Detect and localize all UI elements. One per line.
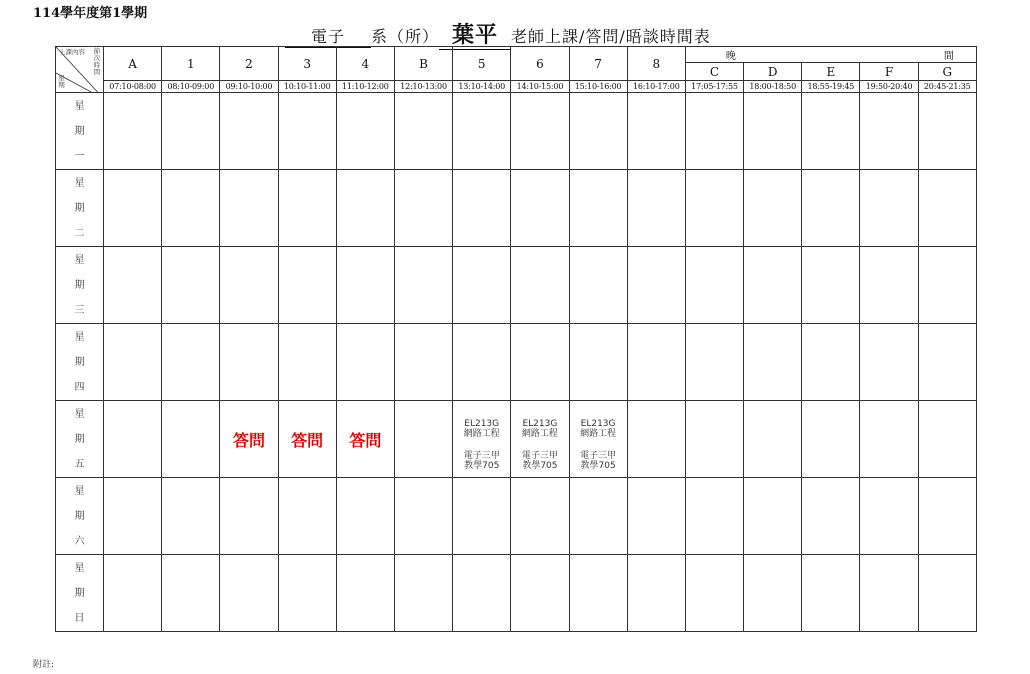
corner-period-label: 節次時間 [93,47,101,76]
day-row [56,170,977,247]
timetable [55,46,977,632]
day-row [56,93,977,170]
schedule-cell [394,478,452,555]
period-header: 1 [162,47,220,81]
course-room: 教學705 [464,460,500,471]
schedule-cell [394,247,452,324]
schedule-cell [860,324,918,401]
day-label-char: 星 [74,254,85,266]
schedule-cell [104,93,162,170]
day-label-char: 二 [74,227,85,239]
schedule-cell [860,401,918,478]
schedule-cell [802,478,860,555]
schedule-cell [569,555,627,632]
period-time: 19:50-20:40 [860,81,918,93]
day-row [56,555,977,632]
schedule-cell [627,93,685,170]
department-name: 電子 [285,24,371,48]
schedule-cell [569,401,627,478]
schedule-cell [627,478,685,555]
schedule-cell [278,555,336,632]
period-header: A [104,47,162,81]
schedule-cell [802,324,860,401]
course-code: EL213G [522,418,558,429]
night-header [685,47,976,63]
schedule-cell [627,555,685,632]
course-code: EL213G [580,418,616,429]
office-hours-label: 答問 [349,430,382,450]
course-name: 網路工程 [521,428,558,439]
period-header: 4 [336,47,394,81]
day-label-char: 三 [74,304,85,316]
schedule-cell [569,170,627,247]
course-class: 電子三甲 [580,450,617,461]
schedule-cell [336,93,394,170]
schedule-cell [569,247,627,324]
schedule-cell [685,324,743,401]
schedule-cell [918,401,976,478]
schedule-cell [220,555,278,632]
period-header: C [685,63,743,81]
day-label-char: 期 [74,433,85,445]
schedule-cell [162,478,220,555]
schedule-cell [162,170,220,247]
day-label-char: 五 [74,458,85,470]
corner-day-label: 星期 [58,74,65,89]
night-label-left: 晚 [725,51,736,62]
schedule-cell [278,170,336,247]
period-time: 09:10-10:00 [220,81,278,93]
schedule-cell [220,247,278,324]
schedule-cell [802,93,860,170]
schedule-cell [627,247,685,324]
day-label-char: 六 [74,535,85,547]
schedule-cell [104,247,162,324]
period-header: 2 [220,47,278,81]
day-label [56,247,104,324]
schedule-cell [453,324,511,401]
period-header: D [744,63,802,81]
day-label-char: 一 [74,150,85,162]
schedule-cell [918,170,976,247]
schedule-cell [802,401,860,478]
schedule-cell [744,401,802,478]
schedule-cell [162,324,220,401]
day-label-char: 日 [74,612,85,624]
night-label-right: 間 [943,51,954,62]
schedule-cell [336,478,394,555]
schedule-cell [511,555,569,632]
schedule-cell [278,478,336,555]
day-label [56,93,104,170]
schedule-cell [511,170,569,247]
note-label: 附註: [33,660,55,670]
schedule-cell [860,93,918,170]
day-label-char: 四 [74,381,85,393]
schedule-cell [860,170,918,247]
day-row [56,324,977,401]
day-label-char: 星 [74,485,85,497]
schedule-cell [394,401,452,478]
schedule-cell [511,401,569,478]
period-time: 16:10-17:00 [627,81,685,93]
schedule-cell [453,478,511,555]
schedule-cell [336,401,394,478]
period-header: 3 [278,47,336,81]
period-time: 15:10-16:00 [569,81,627,93]
department-suffix: 系（所） [371,27,440,46]
schedule-cell [511,478,569,555]
day-label-char: 星 [74,562,85,574]
course-name: 網路工程 [463,428,500,439]
schedule-cell [220,93,278,170]
day-row [56,247,977,324]
schedule-cell [278,247,336,324]
day-label-char: 星 [74,331,85,343]
period-time: 20:45-21:35 [918,81,976,93]
schedule-cell [744,478,802,555]
schedule-cell [220,478,278,555]
day-label [56,324,104,401]
day-label-char: 期 [74,125,85,137]
schedule-cell [394,170,452,247]
schedule-cell [744,93,802,170]
schedule-cell [394,555,452,632]
schedule-cell [278,401,336,478]
day-label-char: 期 [74,587,85,599]
schedule-cell [685,401,743,478]
period-time: 11:10-12:00 [336,81,394,93]
period-time: 12:10-13:00 [394,81,452,93]
period-header: B [394,47,452,81]
course-spacer [453,439,510,451]
schedule-cell [336,324,394,401]
period-header: 8 [627,47,685,81]
schedule-cell [394,93,452,170]
schedule-cell [685,93,743,170]
schedule-cell [918,478,976,555]
schedule-cell [511,247,569,324]
day-label-char: 期 [74,202,85,214]
schedule-cell [278,324,336,401]
course-class: 電子三甲 [463,450,500,461]
schedule-cell [802,170,860,247]
schedule-cell [627,324,685,401]
page-title [285,18,711,48]
day-row [56,401,977,478]
course-class: 電子三甲 [521,450,558,461]
day-label [56,401,104,478]
period-time: 10:10-11:00 [278,81,336,93]
office-hours-label: 答問 [232,430,265,450]
period-time: 07:10-08:00 [104,81,162,93]
course-spacer [511,439,568,451]
course-code: EL213G [464,418,500,429]
day-label-char: 期 [74,510,85,522]
schedule-cell [220,324,278,401]
schedule-cell [336,555,394,632]
course-spacer [570,439,627,451]
schedule-cell [860,555,918,632]
schedule-cell [453,93,511,170]
teacher-name: 葉平 [439,18,511,50]
schedule-cell [918,93,976,170]
schedule-cell [336,170,394,247]
schedule-cell [569,324,627,401]
schedule-cell [860,247,918,324]
schedule-cell [453,401,511,478]
schedule-cell [685,170,743,247]
period-time: 17:05-17:55 [685,81,743,93]
schedule-cell [511,324,569,401]
schedule-cell [744,555,802,632]
day-label-char: 星 [74,100,85,112]
schedule-cell [104,478,162,555]
day-label-char: 期 [74,279,85,291]
schedule-cell [627,170,685,247]
period-time: 13:10-14:00 [453,81,511,93]
schedule-cell [744,247,802,324]
schedule-cell [802,555,860,632]
schedule-cell [220,170,278,247]
day-row [56,478,977,555]
period-header: G [918,63,976,81]
period-time: 18:00-18:50 [744,81,802,93]
schedule-cell [511,93,569,170]
schedule-cell [336,247,394,324]
schedule-cell [918,324,976,401]
day-label [56,478,104,555]
schedule-cell [744,170,802,247]
course-room: 教學705 [522,460,558,471]
day-label [56,555,104,632]
schedule-cell [918,247,976,324]
period-time: 14:10-15:00 [511,81,569,93]
day-label-char: 期 [74,356,85,368]
schedule-cell [569,478,627,555]
course-name: 網路工程 [580,428,617,439]
schedule-cell [104,401,162,478]
schedule-cell [453,170,511,247]
semester-label: 114學年度第1學期 [33,6,148,21]
schedule-cell [104,324,162,401]
schedule-cell [744,324,802,401]
schedule-cell [162,401,220,478]
schedule-cell [220,401,278,478]
schedule-cell [162,93,220,170]
schedule-cell [627,401,685,478]
schedule-cell [918,555,976,632]
day-label-char: 星 [74,408,85,420]
period-header: 6 [511,47,569,81]
schedule-cell [685,478,743,555]
course-room: 教學705 [580,460,616,471]
period-header: 7 [569,47,627,81]
timetable-body [56,93,977,632]
schedule-cell [685,247,743,324]
schedule-cell [685,555,743,632]
office-hours-label: 答問 [291,430,324,450]
schedule-cell [104,555,162,632]
period-time: 18:55-19:45 [802,81,860,93]
period-header: E [802,63,860,81]
schedule-cell [802,247,860,324]
period-time: 08:10-09:00 [162,81,220,93]
period-header: 5 [453,47,511,81]
schedule-cell [860,478,918,555]
corner-header [56,47,104,93]
schedule-cell [394,324,452,401]
title-suffix: 老師上課/答問/晤談時間表 [511,27,711,46]
schedule-cell [453,247,511,324]
schedule-cell [104,170,162,247]
schedule-cell [278,93,336,170]
schedule-cell [453,555,511,632]
corner-content-label: 上課內容 [59,48,85,56]
period-header: F [860,63,918,81]
schedule-cell [569,93,627,170]
day-label [56,170,104,247]
schedule-cell [162,247,220,324]
day-label-char: 星 [74,177,85,189]
schedule-cell [162,555,220,632]
